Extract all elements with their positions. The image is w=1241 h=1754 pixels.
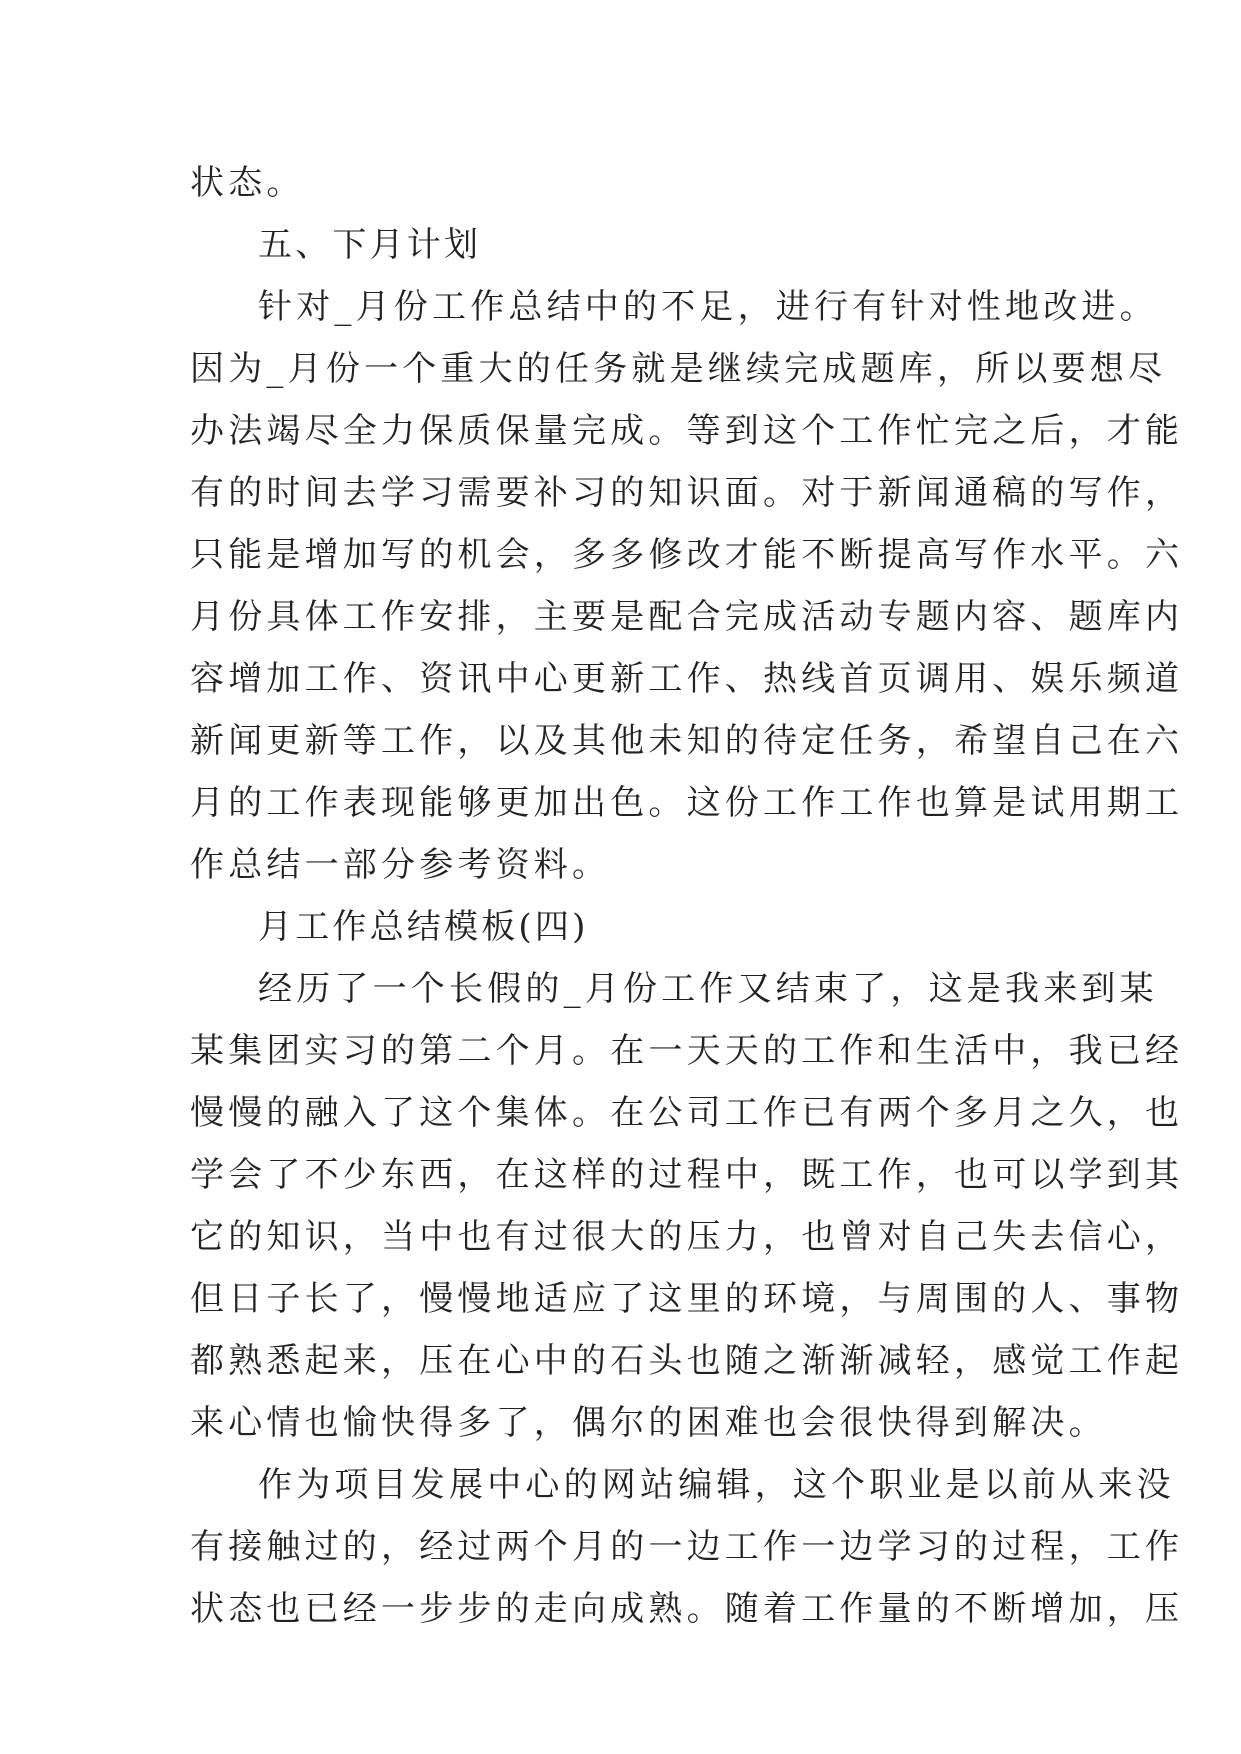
section-heading-next-month-plan: 五、下月计划	[258, 225, 482, 265]
text-line-3: 针对_月份工作总结中的不足，进行有针对性地改进。	[258, 287, 1158, 327]
text-line-14: 经历了一个长假的_月份工作又结束了，这是我来到某	[258, 969, 1158, 1009]
text-line-21: 来心情也愉快得多了，偶尔的困难也会很快得到解决。	[190, 1403, 1107, 1443]
text-line-10: 新闻更新等工作，以及其他未知的待定任务，希望自己在六	[190, 721, 1184, 761]
text-line-6: 有的时间去学习需要补习的知识面。对于新闻通稿的写作，	[190, 473, 1184, 513]
text-line-8: 月份具体工作安排，主要是配合完成活动专题内容、题库内	[190, 597, 1184, 637]
text-line-15: 某集团实习的第二个月。在一天天的工作和生活中，我已经	[190, 1031, 1184, 1071]
text-line-17: 学会了不少东西，在这样的过程中，既工作，也可以学到其	[190, 1155, 1184, 1195]
text-line-1: 状态。	[190, 163, 305, 203]
text-line-7: 只能是增加写的机会，多多修改才能不断提高写作水平。六	[190, 535, 1184, 575]
text-line-19: 但日子长了，慢慢地适应了这里的环境，与周围的人、事物	[190, 1279, 1184, 1319]
text-line-5: 办法竭尽全力保质保量完成。等到这个工作忙完之后，才能	[190, 411, 1184, 451]
text-line-4: 因为_月份一个重大的任务就是继续完成题库，所以要想尽	[190, 349, 1167, 389]
text-line-12: 作总结一部分参考资料。	[190, 845, 611, 885]
section-heading-template-four: 月工作总结模板(四)	[258, 907, 589, 947]
text-line-22: 作为项目发展中心的网站编辑，这个职业是以前从来没	[258, 1465, 1175, 1505]
text-line-23: 有接触过的，经过两个月的一边工作一边学习的过程，工作	[190, 1527, 1184, 1567]
text-line-20: 都熟悉起来，压在心中的石头也随之渐渐减轻，感觉工作起	[190, 1341, 1184, 1381]
text-line-24: 状态也已经一步步的走向成熟。随着工作量的不断增加，压	[190, 1589, 1184, 1629]
text-line-9: 容增加工作、资讯中心更新工作、热线首页调用、娱乐频道	[190, 659, 1184, 699]
text-line-11: 月的工作表现能够更加出色。这份工作工作也算是试用期工	[190, 783, 1184, 823]
text-line-18: 它的知识，当中也有过很大的压力，也曾对自己失去信心，	[190, 1217, 1184, 1257]
text-line-16: 慢慢的融入了这个集体。在公司工作已有两个多月之久，也	[190, 1093, 1184, 1133]
